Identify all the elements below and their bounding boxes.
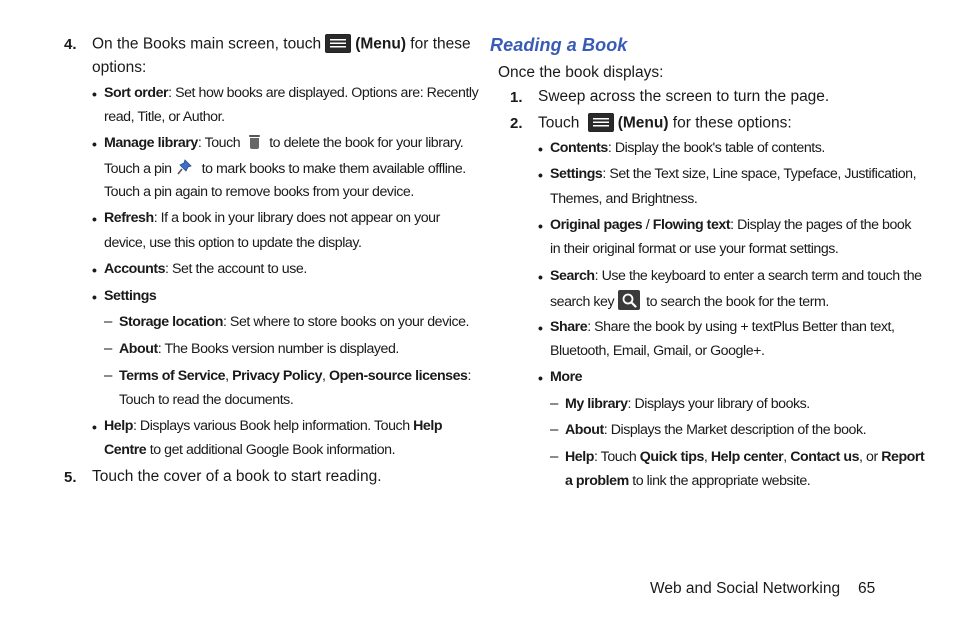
share-line-1: Share: Share the book by using + textPlus Better than text, — [550, 319, 895, 335]
bullet: • — [92, 419, 97, 435]
bullet: • — [92, 262, 97, 278]
settings-line-2: Themes, and Brightness. — [550, 191, 698, 207]
search-line-2: search key to search the book for the term. — [550, 292, 829, 312]
bullet: • — [538, 370, 543, 386]
accounts-line: Accounts: Set the account to use. — [104, 261, 307, 277]
help-line-2: a problem to link the appropriate website. — [565, 473, 811, 489]
search-line-1: Search: Use the keyboard to enter a search term and touch the — [550, 268, 922, 284]
manage-library-line-2: Touch a pin to mark books to make them available offline. — [104, 160, 466, 178]
help-line-1: Help: Displays various Book help information. Touch Help — [104, 418, 443, 434]
bullet: • — [92, 86, 97, 102]
menu-icon — [325, 34, 351, 53]
intro-text: Once the book displays: — [498, 64, 664, 81]
step-4-line-2: options: — [92, 59, 147, 76]
about-line: About: The Books version number is displayed. — [119, 341, 399, 357]
trash-icon — [249, 133, 260, 149]
dash: – — [104, 340, 113, 357]
dash: – — [550, 421, 559, 438]
menu-icon — [588, 113, 614, 132]
bullet: • — [538, 167, 543, 183]
step-5-number: 5. — [64, 469, 77, 486]
step-2-number: 2. — [510, 115, 523, 132]
my-library-line: My library: Displays your library of books. — [565, 396, 810, 412]
more-label: More — [550, 369, 583, 385]
step-1-number: 1. — [510, 89, 523, 106]
original-pages-line-2: in their original format or use your format settings. — [550, 241, 839, 257]
help-line-1: Help: Touch Quick tips, Help center, Contact us, or Report — [565, 449, 925, 465]
dash: – — [550, 395, 559, 412]
step-2-text: Touch (Menu) for these options: — [538, 114, 792, 132]
bullet: • — [538, 320, 543, 336]
page-number: 65 — [858, 580, 876, 597]
sort-order-line-2: read, Title, or Author. — [104, 109, 225, 125]
refresh-line-1: Refresh: If a book in your library does not appear on your — [104, 210, 440, 226]
help-line-2: Centre to get additional Google Book information. — [104, 442, 396, 458]
settings-line-1: Settings: Set the Text size, Line space, Typeface, Justification, — [550, 166, 917, 182]
terms-line-2: Touch to read the documents. — [119, 392, 294, 408]
refresh-line-2: device, use this option to update the display. — [104, 235, 362, 251]
manage-library-line-1: Manage library: Touch to delete the book for your library. — [104, 135, 464, 151]
step-5-text: Touch the cover of a book to start reading. — [92, 468, 382, 485]
step-1-text: Sweep across the screen to turn the page. — [538, 88, 830, 105]
terms-line-1: Terms of Service, Privacy Policy, Open-source licenses: — [119, 368, 471, 384]
section-heading: Reading a Book — [490, 35, 628, 55]
bullet: • — [92, 136, 97, 152]
about-line: About: Displays the Market description of the book. — [565, 422, 867, 438]
bullet: • — [92, 211, 97, 227]
manage-library-line-3: Touch a pin again to remove books from your device. — [104, 184, 414, 200]
bullet: • — [538, 269, 543, 285]
sort-order-line-1: Sort order: Set how books are displayed. Options are: Recently — [104, 85, 479, 101]
footer-section-title: Web and Social Networking — [650, 580, 841, 597]
share-line-2: Bluetooth, Email, Gmail, or Google+. — [550, 343, 765, 359]
bullet: • — [538, 218, 543, 234]
settings-label: Settings — [104, 288, 157, 304]
dash: – — [104, 367, 113, 384]
search-key-icon — [618, 290, 640, 310]
bullet: • — [92, 289, 97, 305]
step-4-number: 4. — [64, 36, 77, 53]
contents-line: Contents: Display the book's table of contents. — [550, 140, 825, 156]
dash: – — [550, 448, 559, 465]
original-pages-line-1: Original pages / Flowing text: Display the pages of the book — [550, 217, 911, 233]
bullet: • — [538, 141, 543, 157]
dash: – — [104, 313, 113, 330]
pin-icon — [176, 158, 196, 176]
step-4-line-1: On the Books main screen, touch (Menu) for these — [92, 35, 471, 53]
storage-location-line: Storage location: Set where to store books on your device. — [119, 314, 470, 330]
